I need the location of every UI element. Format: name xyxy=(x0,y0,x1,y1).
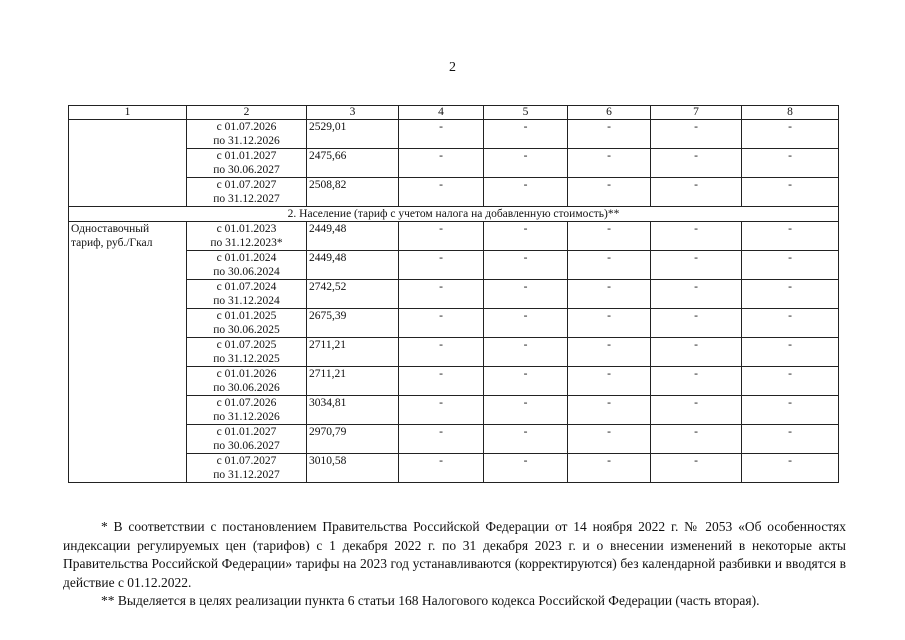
tariff-value: 2449,48 xyxy=(307,251,399,280)
period-line: с 01.07.2024 xyxy=(216,281,277,293)
empty-value-cell: - xyxy=(399,338,484,367)
empty-value-cell: - xyxy=(568,309,651,338)
empty-value-cell: - xyxy=(484,120,568,149)
empty-value-cell: - xyxy=(651,280,742,309)
empty-value-cell: - xyxy=(484,425,568,454)
empty-value-cell: - xyxy=(399,309,484,338)
column-header: 4 xyxy=(399,106,484,120)
period-line: с 01.01.2026 xyxy=(216,368,277,380)
empty-value-cell: - xyxy=(484,280,568,309)
tariff-value: 2475,66 xyxy=(307,149,399,178)
empty-value-cell: - xyxy=(399,149,484,178)
tariff-value: 2529,01 xyxy=(307,120,399,149)
tariff-value: 2711,21 xyxy=(307,367,399,396)
empty-value-cell: - xyxy=(651,396,742,425)
footnote-1: * В соответствии с постановлением Правительства Российской Федерации от 14 ноября 2022 г. № 2053 «Об особенностях индексации регулируемых цен (тарифов) с 1 декабря 2022 г. по 31 декабря 2023 г. и о внесении изменений в некоторые акты Правительства Российской Федерации» тарифы на 2023 год устанавливаются (корректируются) без календарной разбивки и вводятся в действие с 01.12.2022. xyxy=(63,519,846,590)
empty-value-cell: - xyxy=(568,367,651,396)
column-header: 6 xyxy=(568,106,651,120)
period-line: с 01.01.2027 xyxy=(216,426,277,438)
tariff-value: 2742,52 xyxy=(307,280,399,309)
empty-value-cell: - xyxy=(399,251,484,280)
column-header: 3 xyxy=(307,106,399,120)
period-line: по 30.06.2026 xyxy=(213,382,280,394)
empty-value-cell: - xyxy=(399,425,484,454)
empty-value-cell: - xyxy=(742,149,839,178)
period-cell xyxy=(187,309,307,338)
period-line: по 31.12.2026 xyxy=(213,135,280,147)
empty-value-cell: - xyxy=(742,338,839,367)
tariff-value: 2970,79 xyxy=(307,425,399,454)
empty-value-cell: - xyxy=(568,396,651,425)
period-cell xyxy=(187,367,307,396)
empty-value-cell: - xyxy=(399,222,484,251)
tariff-value: 2449,48 xyxy=(307,222,399,251)
empty-value-cell: - xyxy=(742,120,839,149)
period-line: с 01.01.2023 xyxy=(216,223,277,235)
empty-value-cell: - xyxy=(651,338,742,367)
period-cell xyxy=(187,149,307,178)
empty-value-cell: - xyxy=(651,251,742,280)
period-cell xyxy=(187,338,307,367)
empty-value-cell: - xyxy=(399,396,484,425)
table-row xyxy=(69,222,839,251)
empty-value-cell: - xyxy=(484,338,568,367)
empty-value-cell: - xyxy=(742,251,839,280)
empty-value-cell: - xyxy=(568,222,651,251)
period-line: по 31.12.2027 xyxy=(213,469,280,481)
empty-value-cell: - xyxy=(651,178,742,207)
page-number: 2 xyxy=(449,60,456,75)
empty-value-cell: - xyxy=(484,454,568,483)
empty-value-cell: - xyxy=(568,149,651,178)
empty-value-cell: - xyxy=(651,425,742,454)
tariff-name-line: тариф, руб./Гкал xyxy=(71,237,153,249)
empty-value-cell: - xyxy=(568,280,651,309)
period-line: по 30.06.2027 xyxy=(213,440,280,452)
section-row xyxy=(69,207,839,222)
period-line: по 31.12.2027 xyxy=(213,193,280,205)
period-line: с 01.01.2024 xyxy=(216,252,277,264)
period-line: по 31.12.2025 xyxy=(213,353,280,365)
empty-value-cell: - xyxy=(742,425,839,454)
empty-value-cell: - xyxy=(742,309,839,338)
empty-value-cell: - xyxy=(742,454,839,483)
column-header: 1 xyxy=(69,106,187,120)
tariff-value: 2508,82 xyxy=(307,178,399,207)
footnote-2: ** Выделяется в целях реализации пункта 6 статьи 168 Налогового кодекса Российской Федерации (часть вторая). xyxy=(101,593,760,608)
table-row xyxy=(69,120,839,149)
empty-value-cell: - xyxy=(399,280,484,309)
tariff-value: 3010,58 xyxy=(307,454,399,483)
tariff-name-cell xyxy=(69,120,187,207)
period-line: с 01.07.2027 xyxy=(216,455,277,467)
empty-value-cell: - xyxy=(399,120,484,149)
empty-value-cell: - xyxy=(484,396,568,425)
period-cell xyxy=(187,222,307,251)
empty-value-cell: - xyxy=(484,367,568,396)
period-line: по 30.06.2025 xyxy=(213,324,280,336)
period-line: с 01.01.2025 xyxy=(216,310,277,322)
empty-value-cell: - xyxy=(651,309,742,338)
empty-value-cell: - xyxy=(568,338,651,367)
empty-value-cell: - xyxy=(568,178,651,207)
tariff-value: 2711,21 xyxy=(307,338,399,367)
period-line: по 31.12.2024 xyxy=(213,295,280,307)
period-line: с 01.07.2025 xyxy=(216,339,277,351)
empty-value-cell: - xyxy=(568,120,651,149)
empty-value-cell: - xyxy=(484,178,568,207)
period-cell xyxy=(187,280,307,309)
period-cell xyxy=(187,454,307,483)
footnotes xyxy=(63,518,846,611)
tariff-name-line: Одноставочный xyxy=(71,223,150,235)
empty-value-cell: - xyxy=(484,251,568,280)
empty-value-cell: - xyxy=(399,454,484,483)
period-cell xyxy=(187,425,307,454)
period-line: по 31.12.2023* xyxy=(210,237,283,249)
empty-value-cell: - xyxy=(568,425,651,454)
empty-value-cell: - xyxy=(568,454,651,483)
tariff-table xyxy=(68,105,839,483)
empty-value-cell: - xyxy=(399,367,484,396)
period-line: с 01.01.2027 xyxy=(216,150,277,162)
empty-value-cell: - xyxy=(651,120,742,149)
table-body xyxy=(69,120,839,483)
period-cell xyxy=(187,178,307,207)
header-row xyxy=(69,106,839,120)
tariff-name-cell xyxy=(69,222,187,483)
empty-value-cell: - xyxy=(568,251,651,280)
section-title: 2. Население (тариф с учетом налога на добавленную стоимость)** xyxy=(69,207,839,222)
column-header: 8 xyxy=(742,106,839,120)
period-line: с 01.07.2026 xyxy=(216,397,277,409)
empty-value-cell: - xyxy=(484,309,568,338)
period-line: по 30.06.2027 xyxy=(213,164,280,176)
empty-value-cell: - xyxy=(651,222,742,251)
empty-value-cell: - xyxy=(742,396,839,425)
tariff-value: 3034,81 xyxy=(307,396,399,425)
empty-value-cell: - xyxy=(651,454,742,483)
empty-value-cell: - xyxy=(742,280,839,309)
empty-value-cell: - xyxy=(651,149,742,178)
empty-value-cell: - xyxy=(742,222,839,251)
column-header: 7 xyxy=(651,106,742,120)
empty-value-cell: - xyxy=(651,367,742,396)
period-cell xyxy=(187,120,307,149)
period-cell xyxy=(187,396,307,425)
period-line: с 01.07.2027 xyxy=(216,179,277,191)
period-line: по 30.06.2024 xyxy=(213,266,280,278)
column-header: 5 xyxy=(484,106,568,120)
empty-value-cell: - xyxy=(742,367,839,396)
empty-value-cell: - xyxy=(484,222,568,251)
period-line: по 31.12.2026 xyxy=(213,411,280,423)
empty-value-cell: - xyxy=(484,149,568,178)
period-cell xyxy=(187,251,307,280)
period-line: с 01.07.2026 xyxy=(216,121,277,133)
column-header: 2 xyxy=(187,106,307,120)
tariff-value: 2675,39 xyxy=(307,309,399,338)
empty-value-cell: - xyxy=(742,178,839,207)
empty-value-cell: - xyxy=(399,178,484,207)
